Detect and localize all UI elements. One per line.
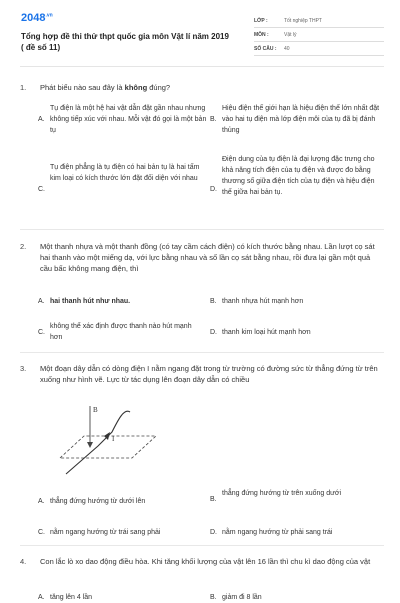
meta-row-subject: [254, 28, 384, 42]
option-text: không thể xác định được thanh nào hút mạnh hơn: [50, 323, 192, 341]
option-letter: A.: [38, 116, 45, 123]
option-text: tăng lên 4 lần: [50, 594, 93, 601]
header: [0, 0, 400, 64]
question-text-part: đúng?: [147, 83, 171, 92]
option-letter: D.: [210, 329, 217, 336]
option-text: thẳng đứng hướng từ dưới lên: [50, 498, 146, 505]
magnetic-field-figure: [38, 398, 158, 476]
logo-suffix: .vn: [45, 12, 53, 19]
logo-text: 2048: [21, 12, 46, 24]
option-letter: C.: [38, 186, 45, 193]
option-letter: D.: [210, 186, 217, 193]
question-number: 2.: [20, 242, 27, 251]
option-letter: A.: [38, 594, 45, 601]
meta-table: [254, 14, 384, 56]
meta-value: Tốt nghiệp THPT: [284, 17, 322, 24]
option-text: thẳng đứng hướng từ trên xuống dưới: [222, 490, 341, 497]
question-number: 3.: [20, 364, 27, 373]
question-number: 4.: [20, 557, 27, 566]
meta-value: 40: [284, 45, 290, 52]
meta-key: MÔN :: [254, 31, 269, 38]
option-text: Tụ điện là một hệ hai vật dẫn đặt gần nhau nhưng không tiếp xúc với nhau. Mỗi vật đó gọi là một bản tụ: [50, 105, 207, 134]
option-text: nằm ngang hướng từ phải sang trái: [222, 529, 333, 536]
option-text: Tụ điện phẳng là tụ điện có hai bản tụ là hai tấm kim loại có kích thước lớn đặt đối diện với nhau: [50, 164, 200, 182]
option-letter: A.: [38, 298, 45, 305]
meta-value: Vật lý: [284, 31, 297, 38]
meta-row-count: [254, 42, 384, 56]
option-text: nằm ngang hướng từ trái sang phải: [50, 529, 161, 536]
meta-key: SỐ CÂU :: [254, 45, 277, 52]
question-text: Một thanh nhựa và một thanh đồng (có tay cầm cách điện) có kích thước bằng nhau. Lần lượt cọ sát hai thanh vào một miếng dạ, với lực bằng nhau và số lần cọ sát bằng nhau, rồi đưa lại gần một quả cầu bấc không mang điện, thì: [40, 242, 375, 273]
question-divider: [20, 352, 384, 353]
question-text: Con lắc lò xo dao động điều hòa. Khi tăng khối lượng của vật lên 16 lần thì chu kì dao động của vật: [40, 557, 371, 566]
meta-row-class: [254, 14, 384, 28]
header-divider: [20, 66, 384, 67]
document-title: Tổng hợp đề thi thử thpt quốc gia môn Vật lí năm 2019 ( đề số 11): [21, 32, 229, 52]
option-letter: C.: [38, 529, 45, 536]
option-text: giảm đi 8 lần: [222, 594, 262, 601]
option-letter: B.: [210, 496, 217, 503]
label-i: I: [112, 435, 115, 443]
question-divider: [20, 545, 384, 546]
option-text: Điện dung của tụ điện là đại lượng đặc trưng cho khả năng tích điện của tụ điện và được đo bằng thương số giữa điện tích của tụ điện và hiệu điện thế giữa hai bản tụ.: [222, 156, 375, 196]
option-letter: C.: [38, 329, 45, 336]
option-letter: B.: [210, 116, 217, 123]
question-text: Một đoạn dây dẫn có dòng điện I nằm ngang đặt trong từ trường có đường sức từ thẳng đứng từ trên xuống như hình vẽ. Lực từ tác dụng lên đoạn dây dẫn có chiều: [40, 364, 378, 384]
option-text: thanh nhựa hút mạnh hơn: [222, 298, 304, 305]
label-b: B: [93, 406, 98, 414]
option-letter: B.: [210, 594, 217, 601]
option-letter: D.: [210, 529, 217, 536]
question-text-emphasis: không: [124, 83, 148, 92]
question-text: [40, 82, 384, 93]
option-text: Hiệu điện thế giới hạn là hiệu điện thế lớn nhất đặt vào hai tụ điện mà lớp điện môi của tụ đã bị đánh thủng: [222, 105, 380, 134]
question-divider: [20, 229, 384, 230]
field-arrow: [87, 442, 93, 448]
question-text-part: Phát biểu nào sau đây là: [40, 83, 125, 92]
meta-key: LỚP :: [254, 17, 268, 24]
site-logo[interactable]: [21, 12, 53, 24]
option-letter: A.: [38, 498, 45, 505]
option-letter: B.: [210, 298, 217, 305]
option-text: thanh kim loại hút mạnh hơn: [222, 329, 311, 336]
wire: [66, 411, 130, 474]
question-number: 1.: [20, 83, 27, 92]
option-text: hai thanh hút như nhau.: [50, 298, 131, 305]
